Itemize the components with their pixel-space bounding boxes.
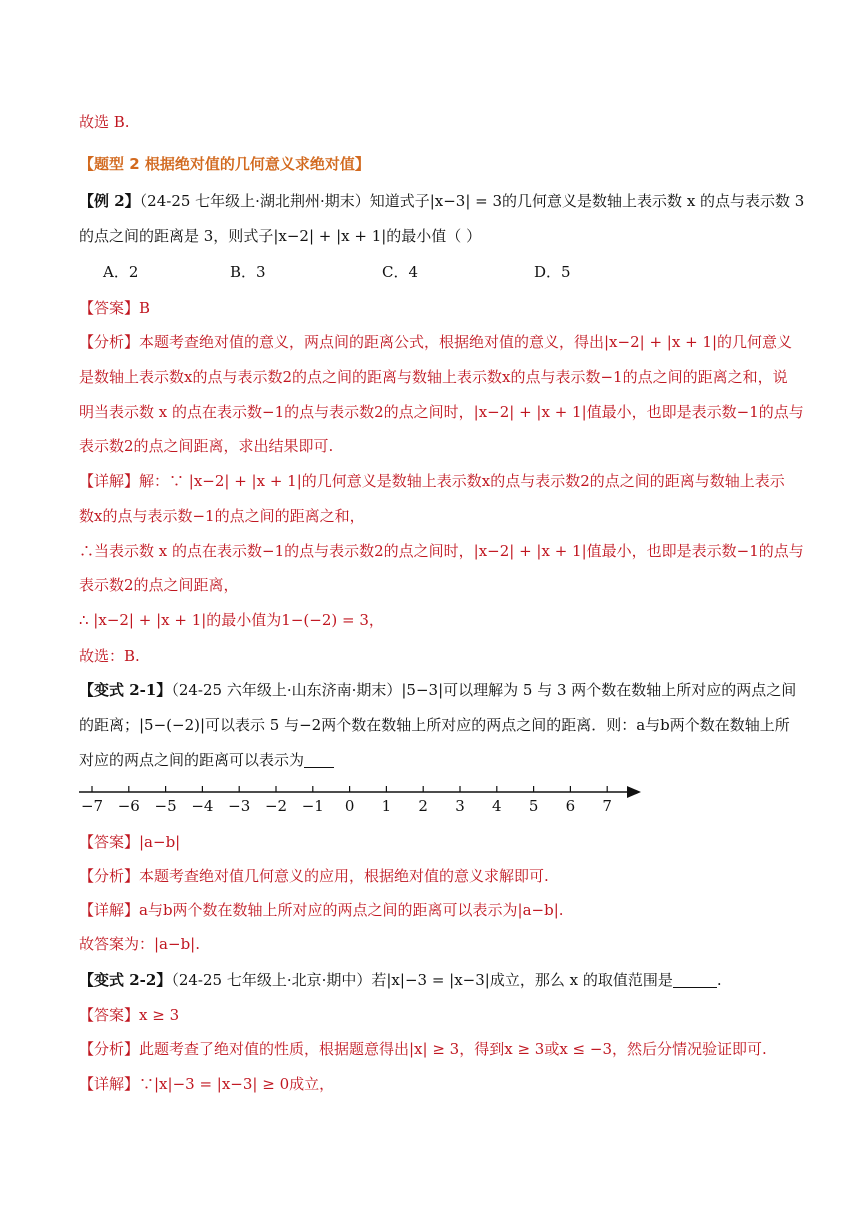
number-line-label: −7 xyxy=(80,797,104,815)
option-d: D．5 xyxy=(534,263,571,281)
detail-line-3: ∴当表示数 x 的点在表示数−1的点与表示数2的点之间时，|x−2| + |x + 1|值最小，也即是表示数−1的点与 xyxy=(79,542,804,560)
variant-2-2-period: . xyxy=(716,971,722,989)
example-2-text-1: （24-25 七年级上·湖北荆州·期末）知道式子|x−3| = 3的几何意义是数轴上表示数 x 的点与表示数 3 xyxy=(139,192,805,210)
example-2-answer xyxy=(79,297,150,319)
number-line-label: 3 xyxy=(455,797,465,815)
example-2-tag: 【例 2】 xyxy=(79,192,140,210)
variant-2-2-line-1 xyxy=(79,969,722,991)
number-line-label: 7 xyxy=(602,797,612,815)
answer-tag: 【答案】 xyxy=(79,299,140,317)
detail-line-1: 【详解】解：∵ |x−2| + |x + 1|的几何意义是数轴上表示数x的点与表示数2的点之间的距离与数轴上表示 xyxy=(79,472,785,490)
analysis-line-3: 明当表示数 x 的点在表示数−1的点与表示数2的点之间时，|x−2| + |x + 1|值最小，也即是表示数−1的点与 xyxy=(79,403,804,421)
option-a: A．2 xyxy=(103,263,139,281)
number-line-label: −3 xyxy=(228,797,251,815)
detail-line-4: 表示数2的点之间距离， xyxy=(79,576,239,594)
variant-2-1-analysis: 【分析】本题考查绝对值几何意义的应用，根据绝对值的意义求解即可. xyxy=(79,867,549,885)
variant-2-2-analysis: 【分析】此题考查了绝对值的性质，根据题意得出|x| ≥ 3，得到x ≥ 3或x ≤ −3，然后分情况验证即可. xyxy=(79,1040,767,1058)
variant-2-1-line-2: 的距离；|5−(−2)|可以表示 5 与−2两个数在数轴上所对应的两点之间的距离．则：a与b两个数在数轴上所 xyxy=(79,716,790,734)
variant-2-2-answer: 【答案】x ≥ 3 xyxy=(79,1006,180,1024)
example-2-line-1 xyxy=(79,190,804,212)
number-line-label: −4 xyxy=(191,797,214,815)
variant-2-1-conclusion: 故答案为：|a−b|. xyxy=(79,935,200,953)
analysis-line-2: 是数轴上表示数x的点与表示数2的点之间的距离与数轴上表示数x的点与表示数−1的点之间的距离之和，说 xyxy=(79,368,788,386)
option-c: C．4 xyxy=(382,263,419,281)
answer-blank xyxy=(304,751,334,768)
number-line-label: −1 xyxy=(301,797,324,815)
variant-2-2-tag: 【变式 2-2】 xyxy=(79,971,172,989)
number-line-label: 1 xyxy=(381,797,392,815)
analysis-line-1: 【分析】本题考查绝对值的意义，两点间的距离公式，根据绝对值的意义，得出|x−2| + |x + 1|的几何意义 xyxy=(79,333,793,351)
previous-conclusion: 故选 B. xyxy=(79,113,130,131)
number-line xyxy=(0,780,868,820)
detail-line-5: ∴ |x−2| + |x + 1|的最小值为1−(−2) = 3， xyxy=(79,611,384,629)
range-blank xyxy=(673,971,717,988)
variant-2-2-detail: 【详解】∵|x|−3 = |x−3| ≥ 0成立， xyxy=(79,1075,335,1093)
section-title: 【题型 2 根据绝对值的几何意义求绝对值】 xyxy=(79,155,370,173)
variant-2-1-detail: 【详解】a与b两个数在数轴上所对应的两点之间的距离可以表示为|a−b|. xyxy=(79,901,564,919)
number-line-label: −6 xyxy=(117,797,140,815)
example-2-conclusion: 故选：B. xyxy=(79,647,140,665)
number-line-label: 4 xyxy=(492,797,502,815)
number-line-label: 5 xyxy=(528,797,539,815)
detail-line-2: 数x的点与表示数−1的点之间的距离之和， xyxy=(79,507,365,525)
variant-2-1-line-3 xyxy=(79,749,334,771)
variant-2-1-text-1: （24-25 六年级上·山东济南·期末）|5−3|可以理解为 5 与 3 两个数在数轴上所对应的两点之间 xyxy=(171,681,797,699)
variant-2-1-text-3: 对应的两点之间的距离可以表示为 xyxy=(79,751,305,769)
number-line-label: −2 xyxy=(264,797,288,815)
number-line-label: 0 xyxy=(344,797,355,815)
variant-2-1-line-1 xyxy=(79,679,796,701)
analysis-line-4: 表示数2的点之间距离，求出结果即可. xyxy=(79,437,334,455)
number-line-label: 2 xyxy=(418,797,428,815)
example-2-line-2: 的点之间的距离是 3，则式子|x−2| + |x + 1|的最小值（ ） xyxy=(79,227,482,245)
variant-2-1-answer: 【答案】|a−b| xyxy=(79,833,181,851)
number-line-arrow xyxy=(627,786,641,798)
answer-value: B xyxy=(139,299,151,317)
variant-2-2-text-1: （24-25 七年级上·北京·期中）若|x|−3 = |x−3|成立，那么 x 的取值范围是 xyxy=(171,971,673,989)
number-line-label: −5 xyxy=(154,797,177,815)
option-b: B．3 xyxy=(230,263,266,281)
number-line-label: 6 xyxy=(565,797,576,815)
variant-2-1-tag: 【变式 2-1】 xyxy=(79,681,172,699)
